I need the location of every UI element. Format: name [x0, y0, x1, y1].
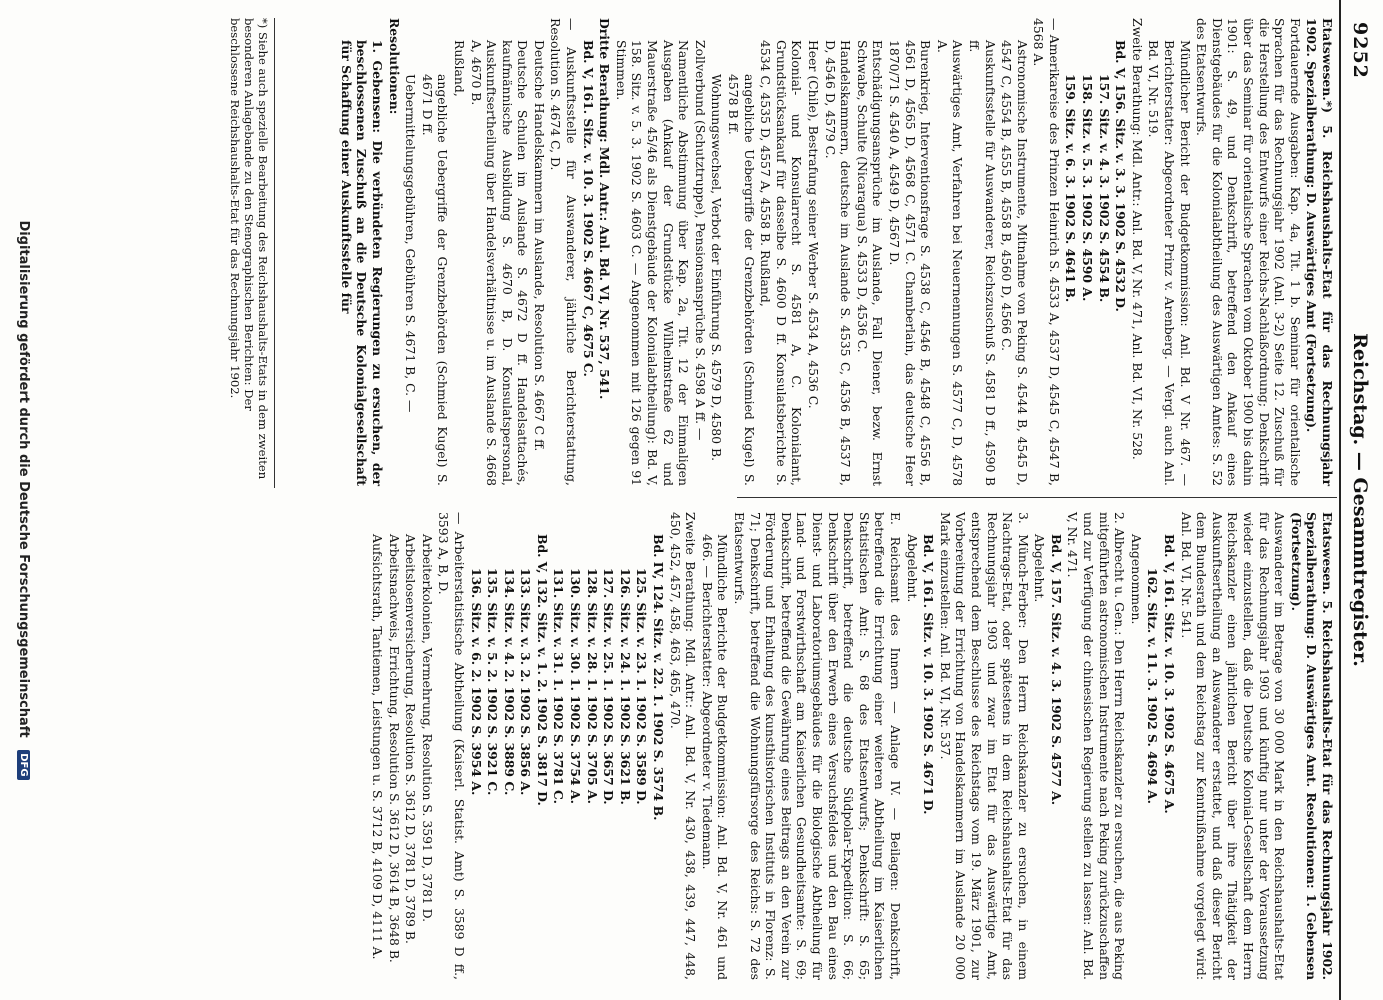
digitization-note: Digitalisierung gefördert durch die Deutsche Forschungsgemeinschaft [16, 220, 31, 738]
page-number: 9252 [1349, 22, 1371, 79]
running-title: Reichstag. — Gesammtregister. [1349, 333, 1371, 667]
index-entry: 1. Gebensen: Die verbündeten Regierungen zu ersuchen, der beschlossenen Zuschuß an die Deutsche Kolonialgesellschaft für Schaffung einer Auskunftsstelle für [338, 40, 385, 486]
index-entry: 157. Sitz. v. 4. 3. 1902 S. 4554 B. [1096, 74, 1112, 303]
index-entry: Auswärtiges Amt, Verfahren bei Neuernennungen S. 4577 C, D, 4578 A. [934, 40, 966, 486]
index-entry: Kolonial- und Konsularrecht S. 4581 A, C. Kolonialamt, Grundstücksankauf für dasselbe S. 4600 D ff. Konsulatsberichte S. 4534 C, 4535 D, 4557 A, 4558 B. Rußland, [758, 40, 805, 486]
index-entry: Abgelehnt. [904, 534, 920, 603]
index-entry: Zweite Berathung: Mdl. Antr.: Anl. Bd. V, Nr. 430, 438, 439, 447, 448, 450, 452, 457, 458, 463, 465, 470. [667, 512, 699, 980]
index-entry: Abgelehnt. [1032, 534, 1048, 603]
index-entry: Mündlicher Bericht der Budgetkommission: Anl. Bd. V Nr. 467. — Berichterstatter: Abgeordneter Prinz v. Arenberg. — Vergl. auch Anl. Bd. VI, Nr. 519. [1146, 40, 1193, 486]
index-entry: Arbeitsnachweis, Errichtung, Resolution S. 3612 D, 3614 B, 3648 B. [386, 534, 402, 963]
column-divider [737, 497, 1337, 498]
index-entry: Etatswesen. 5. Reichshaushalts-Etat für das Rechnungsjahr 1902. Spezialberathung: D. Auswärtiges Amt. Resolutionen: 1. Gebensen (Fortsetzung). [1288, 512, 1335, 980]
index-entry: 3. Münch-Ferber: Den Herrn Reichskanzler zu ersuchen, in einem Nachtrags-Etat, oder spätestens in dem Reichshaushalts-Etat für das Rechnungsjahr 1903 und zwar im Etat für das Auswärtige Amt, entsprechend dem Beschlusse des Reichstags vom 19. März 1901, zur Vorbereitung der Errichtung von Handelskammern im Auslande 20 000 Mark einzustellen: Anl. Bd. VI, Nr. 537. [937, 512, 1031, 980]
index-entry: Handelskammern, deutsche im Auslande S. 4535 C, 4536 B, 4537 B, D, 4546 D, 4579 C. [822, 40, 854, 486]
index-entry: Deutsche Schulen im Auslande S. 4672 D ff. Handelsattachés, kaufmännische Ausbildung S. 4670 B, D. Konsulatspersonal, Auskunftsertheilung über Handelsverhältnisse u. im Auslande S. 4668 A, 4670 B. [468, 40, 531, 486]
index-entry: 133. Sitz. v. 3. 2. 1902 S. 3856 A. [518, 568, 534, 796]
index-entry: Entschädigungsansprüche im Auslande, Fall Diener, bezw. Ernst Schwabe, Schulte (Nicaragua) S. 4533 D, 4536 C. [854, 40, 886, 486]
index-entry: Mündliche Berichte der Budgetkommission: Anl. Bd. V, Nr. 461 und 466. — Berichterstatter: Abgeordneter v. Tiedemann. [699, 534, 731, 980]
index-entry: Zollverbund (Schutztruppe), Pensionsansprüche S. 4598 A ff. — [692, 40, 708, 441]
page-header [1339, 0, 1381, 1000]
index-entry: Bd. V, 156. Sitz. v. 3. 3. 1902 S. 4532 D. [1113, 40, 1129, 312]
index-entry: 127. Sitz. v. 25. 1. 1902 S. 3657 D. [601, 568, 617, 805]
index-entry: Bd. IV, 124. Sitz. v. 22. 1. 1902 S. 3574 B. [651, 534, 667, 821]
index-entry: angebliche Uebergriffe der Grenzbehörden (Schmied Kugel) S. 4671 D ff. [419, 74, 451, 486]
index-entry: Bd. V, 161. Sitz. v. 10. 3. 1902 S. 4675 A. [1162, 534, 1178, 814]
index-entry: angebliche Uebergriffe der Grenzbehörden (Schmied Kugel) S. 4578 B ff. [726, 74, 757, 486]
left-column [337, 18, 1335, 486]
index-entry: 159. Sitz. v. 6. 3. 1902 S. 4641 B. [1063, 74, 1079, 303]
dfg-logo: DFG [17, 750, 30, 779]
index-entry: 128. Sitz. v. 28. 1. 1902 S. 3705 A. [584, 568, 600, 804]
index-entry: Auskunftsstelle für Auswanderer, Reichszuschuß S. 4581 D ff., 4590 B ff. [966, 40, 998, 486]
index-entry: Bd. V, 161. Sitz. v. 10. 3. 1902 S. 4667 C, 4675 C. [580, 40, 596, 377]
index-entry: 135. Sitz. v. 5. 2. 1902 S. 3921 C. [485, 568, 501, 796]
index-entry: Astronomische Instrumente, Mitnahme von Peking S. 4544 B, 4545 D, 4547 C, 4554 B, 4555 B, 4558 B, 4560 D, 4566 C. [999, 40, 1030, 486]
index-entry: 158. Sitz. v. 5. 3. 1902 S. 4590 A. [1080, 74, 1096, 302]
index-entry: Angenommen. [1128, 534, 1144, 625]
index-entry: Arbeiterkolonien, Vermehrung, Resolution S. 3591 D, 3781 D. [419, 534, 435, 923]
index-entry: — Amerikareise des Prinzen Heinrich S. 4533 A, 4537 D, 4545 C, 4547 B, 4568 A. [1031, 18, 1062, 486]
footnote: *) Siehe auch spezielle Bearbeitung des Reichshaushalts-Etats in dem zweiten besonderen Anlagebande zu den Stenographischen Berichten: Der beschlossene Reichshaushalts-Etat für das Rechnungsjahr 1902. [228, 18, 275, 488]
index-entry: Resolutionen: [386, 18, 402, 115]
index-entry: Auswanderer im Betrage von 30 000 Mark in den Reichshaushalts-Etat für das Rechnungsjahr 1903 und künftig nur unter der Voraussetzung wieder einzustellen, daß die Deutsche Kolonial-Gesellschaft dem Herrn Reichskanzler einen jährlichen Bericht über ihre Thätigkeit der Auskunftsertheilung an Auswanderer erstattet, und daß dieser Bericht dem Bundesrath und dem Reichstag zur Kenntnißnahme vorgelegt wird: Anl. Bd. VI, Nr. 541. [1178, 512, 1288, 980]
index-entry: 125. Sitz. v. 23. 1. 1902 S. 3589 D. [634, 568, 650, 805]
index-entry: 126. Sitz. v. 24. 1. 1902 S. 3621 B. [617, 568, 633, 805]
index-entry: Zweite Berathung: Mdl. Antr.: Anl. Bd. V, Nr. 471, Anl. Bd. VI, Nr. 528. [1129, 18, 1145, 460]
index-entry: Bd. V, 157. Sitz. v. 4. 3. 1902 S. 4577 A. [1048, 534, 1064, 806]
index-entry: 2. Albrecht u. Gen.: Den Herrn Reichskanzler zu ersuchen, die aus Peking mitgeführten astronomischen Instrumente nach Peking zurückzuschaffen und zur Verfügung der chinesischen Regierung stellen zu lassen: Anl. Bd. V, Nr. 471. [1065, 512, 1128, 980]
right-column [368, 512, 1335, 980]
index-entry: Arbeitslosenversicherung, Resolution S. 3612 D, 3781 D, 3789 B. [403, 534, 419, 944]
index-entry: Uebermittelungsgebühren, Gebühren S. 4671 B, C. — [403, 74, 419, 413]
index-entry: Bd. V, 132. Sitz. v. 1. 2. 1902 S. 3817 D. [534, 534, 550, 806]
index-entry: E. Reichsamt des Innern — Anlage IV. — Beilagen: Denkschrift, betreffend die Errichtung einer weiteren Abtheilung im Kaiserlichen Statistischen Amt: S. 68 des Etatsentwurfs; Denkschrift: S. 65; Denkschrift, betreffend die deutsche Südpolar-Expedition: S. 66; Denkschrift über den Erwerb eines Versuchsfeldes und den Bau eines Dienst- und Laboratoriumsgebäudes für die Biologische Abtheilung für Land- und Forstwirthschaft am Kaiserlichen Gesundheitsamte: S. 69; Denkschrift, betreffend die Gewährung eines Beitrags an den Verein zur Förderung und Erhaltung des kunsthistorischen Instituts in Florenz: S. 71; Denkschrift, betreffend die Wohnungsfürsorge des Reichs: S. 72 des Etatsentwurfs. [732, 512, 903, 980]
index-entry: Heer (Chile), Bestrafung seiner Werber S. 4534 A, 4536 C. [806, 40, 821, 409]
index-entry: Bd. V, 161. Sitz. v. 10. 3. 1902 S. 4671 D. [921, 534, 937, 815]
index-entry: Aufsichtsrath, Tantiemen, Leistungen u. S. 3712 B, 4109 D, 4111 A. [369, 534, 385, 960]
index-entry: Fortdauernde Ausgaben: Kap. 4a, Tit. 1 b. Seminar für orientalische Sprachen für das Rechnungsjahr 1902 (Anl. 3-2) Seite 12. Zuschuß für die Herstellung des Entwurfs einer Reichs-Nachlaßordnung; Denkschrift über das Seminar für orientalische Sprachen vom Oktober 1900 bis dahin 1901: S. 49, und Denkschrift, betreffend den Ankauf eines Dienstgebäudes für die Kolonialabtheilung des Auswärtigen Amtes: S. 52 des Etatsentwurfs. [1194, 18, 1303, 486]
index-entry: — Arbeiterstatistische Abtheilung (Kaiserl. Statist. Amt) S. 3589 D ff., 3593 A, B, D. [436, 512, 467, 980]
index-entry: 134. Sitz. v. 4. 2. 1902 S. 3889 C. [501, 568, 517, 796]
index-entry: Burenkrieg, Interventionsfrage S. 4538 C, 4546 B, 4548 C, 4556 B, 4561 D, 4565 D, 4568 C, 4571 C. Chamberlain, das deutsche Heer 1870/71 S. 4540 A, 4549 D, 4567 D. [886, 40, 934, 486]
index-entry: Rußland, [451, 40, 467, 97]
index-entry: Namentliche Abstimmung über Kap. 2a, Tit. 12 der Einmaligen Ausgaben (Ankauf der Grundstücke Wilhelmstraße 62 und Mauerstraße 45/46 als Dienstgebäude der Kolonialabtheilung): Bd. V, 158. Sitz. v. 5. 3. 1902 S. 4603 C. — Angenommen mit 126 gegen 91 Stimmen. [613, 40, 692, 486]
index-entry: Wohnungswechsel, Verbot der Einführung S. 4579 D, 4580 B. [709, 74, 725, 462]
index-entry: 162. Sitz. v. 11. 3. 1902 S. 4694 A. [1145, 568, 1161, 804]
index-entry: 130. Sitz. v. 30. 1. 1902 S. 3754 A. [568, 568, 584, 804]
index-entry: 136. Sitz. v. 6. 2. 1902 S. 3954 A. [468, 568, 484, 796]
index-entry: Dritte Berathung: Mdl. Antr.: Anl. Bd. VI, Nr. 537, 541. [597, 18, 613, 400]
index-entry: 131. Sitz. v. 31. 1. 1902 S. 3781 C. [551, 568, 567, 804]
index-entry: Deutsche Handelskammern im Auslande, Resolution S. 4667 C ff. [531, 40, 547, 452]
index-entry: — Auskunftsstelle für Auswanderer, jährliche Berichterstattung, Resolution S. 4674 C, D. [548, 18, 580, 486]
index-entry: Etatswesen.*) 5. Reichshaushalts-Etat für das Rechnungsjahr 1902. Spezialberathung: D. Auswärtiges Amt (Fortsetzung). [1304, 18, 1335, 486]
digitization-credit [16, 0, 31, 1000]
